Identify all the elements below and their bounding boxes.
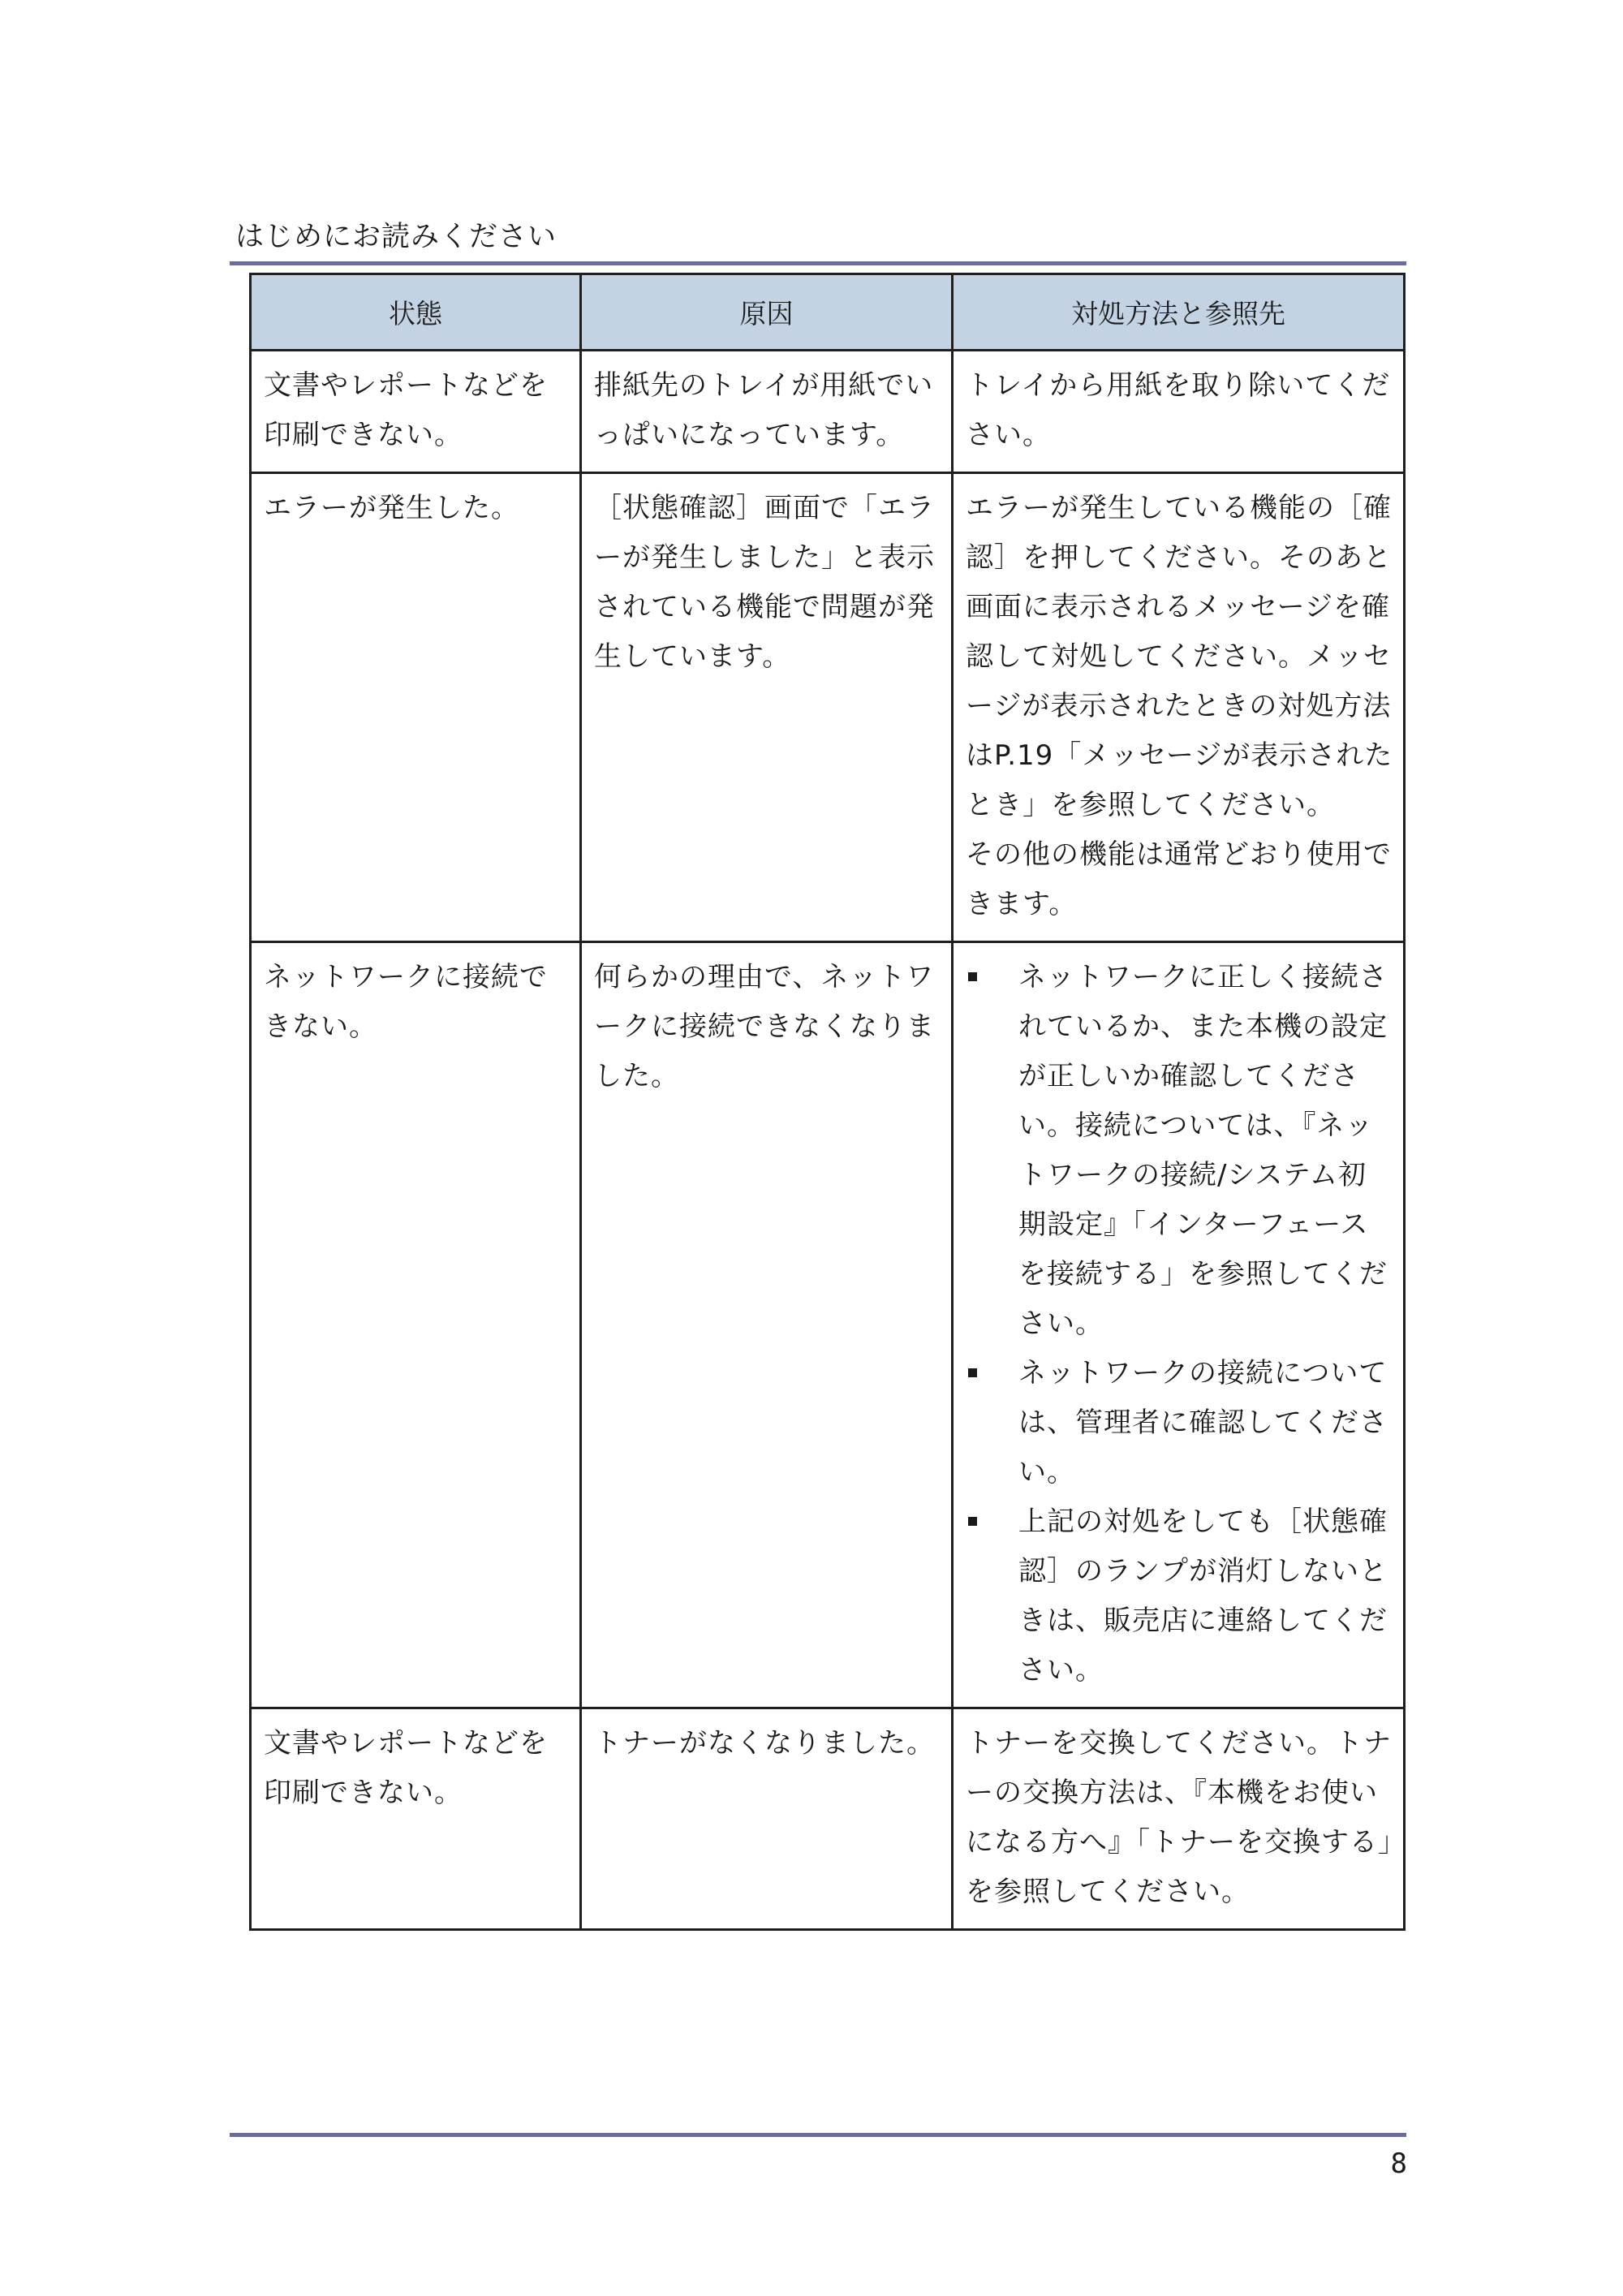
table-row [251, 351, 1405, 473]
list-item [966, 953, 1393, 1349]
solution-text: その他の機能は通常どおり使用できます。 [966, 838, 1392, 920]
column-header-solution: 対処方法と参照先 [953, 274, 1405, 351]
column-header-status: 状態 [251, 274, 581, 351]
table-header-row [251, 274, 1405, 351]
solution-cell [953, 473, 1405, 942]
status-cell: 文書やレポートなどを印刷できない。 [251, 1708, 581, 1930]
solution-text: トナーを交換してください。トナーの交換方法は、『本機をお使いになる方へ』「トナーを交換する」を参照してください。 [966, 1727, 1393, 1908]
solution-cell [953, 942, 1405, 1708]
solution-text: トレイから用紙を取り除いてください。 [966, 369, 1391, 451]
list-item [966, 1497, 1393, 1695]
cause-cell: 何らかの理由で、ネットワークに接続できなくなりました。 [581, 942, 953, 1708]
table-row [251, 942, 1405, 1708]
page-header-title: はじめにお読みください [235, 221, 558, 253]
header-rule [230, 261, 1406, 265]
solution-text: 上記の対処をしても［状態確認］のランプが消灯しないときは、販売店に連絡してください。 [1018, 1506, 1388, 1686]
cause-cell: ［状態確認］画面で「エラーが発生しました」と表示されている機能で問題が発生しています。 [581, 473, 953, 942]
square-bullet-icon [968, 972, 977, 981]
solution-text: エラーが発生している機能の［確認］を押してください。そのあと画面に表示されるメッセージを確認して対処してください。メッセージが表示されたときの対処方法はP.19「メッセージが表示されたとき」を参照してください。 [966, 492, 1393, 821]
solution-text: ネットワークに正しく接続されているか、また本機の設定が正しいか確認してください。接続については、『ネットワークの接続/システム初期設定』「インターフェースを接続する」を参照してください。 [1018, 961, 1388, 1340]
page-number: 8 [1390, 2147, 1407, 2180]
status-cell: ネットワークに接続できない。 [251, 942, 581, 1708]
column-header-cause: 原因 [581, 274, 953, 351]
solution-bullet-list [966, 953, 1393, 1695]
status-cell: 文書やレポートなどを印刷できない。 [251, 351, 581, 473]
square-bullet-icon [968, 1517, 977, 1526]
solution-cell [953, 1708, 1405, 1930]
cause-cell: トナーがなくなりました。 [581, 1708, 953, 1930]
table-row [251, 473, 1405, 942]
table-row [251, 1708, 1405, 1930]
list-item [966, 1349, 1393, 1497]
status-cell: エラーが発生した。 [251, 473, 581, 942]
footer-rule [230, 2133, 1406, 2137]
solution-cell [953, 351, 1405, 473]
troubleshooting-table [249, 273, 1406, 1931]
cause-cell: 排紙先のトレイが用紙でいっぱいになっています。 [581, 351, 953, 473]
solution-text: ネットワークの接続については、管理者に確認してください。 [1018, 1357, 1388, 1488]
square-bullet-icon [968, 1368, 977, 1377]
